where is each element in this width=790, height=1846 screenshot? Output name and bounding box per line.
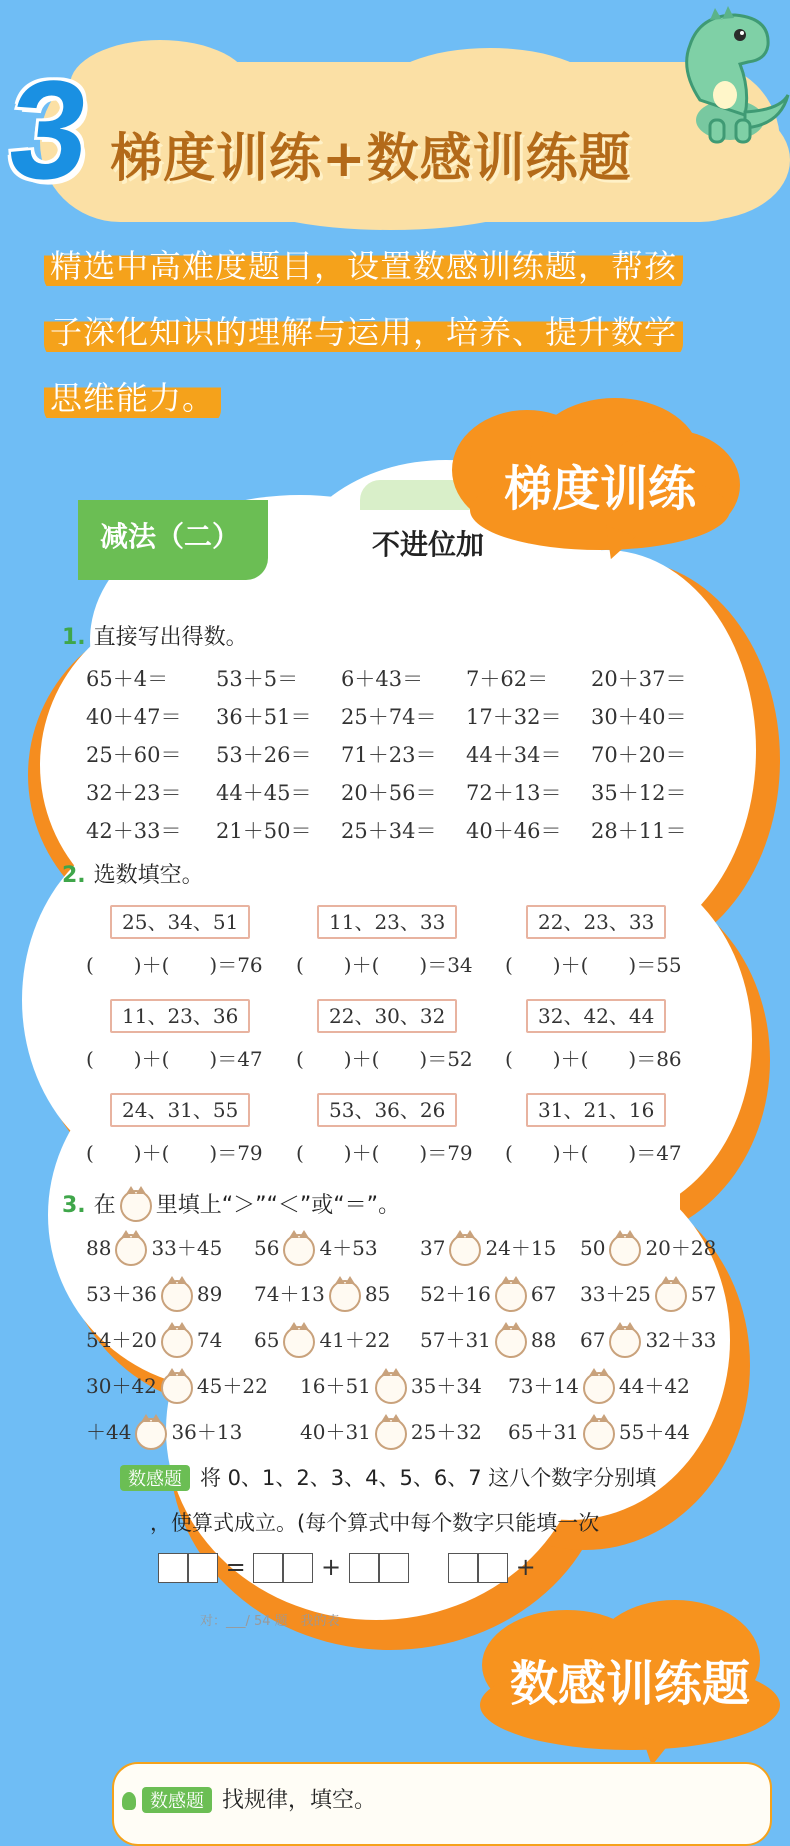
q2-label: 选数填空。 [93,863,204,888]
q3-right: 41＋22 [319,1328,391,1352]
q3-comparison [420,1232,556,1266]
sense-line-1 [120,1462,656,1492]
q1-expression: 20＋37＝ [591,667,687,691]
sheet-title: 不进位加 [372,528,485,561]
intro-line: 思维能力。 [44,372,221,424]
q3-comparison [580,1278,716,1312]
q2-heading [62,858,204,889]
cat-face-icon[interactable] [495,1326,527,1358]
lightbulb-icon [122,1792,136,1810]
sense-badge: 数感题 [120,1465,190,1491]
q2-choices: 22、23、33 [526,905,666,939]
cat-face-icon[interactable] [375,1372,407,1404]
q3-right: 4＋53 [319,1236,378,1260]
q3-comparison [420,1324,556,1358]
q3-left: 73＋14 [508,1374,579,1398]
q3-right: 32＋33 [645,1328,717,1352]
intro-line: 精选中高难度题目，设置数感训练题，帮孩 [44,240,683,292]
page-title: 梯度训练+数感训练题 [110,129,632,189]
gradient-training-label: 梯度训练 [503,461,696,517]
q3-right: 85 [364,1282,391,1306]
q3-left: 65 [254,1328,280,1352]
q3-right: 24＋15 [485,1236,557,1260]
q3-right: 67 [530,1282,557,1306]
q1-expression: 17＋32＝ [466,705,562,729]
cat-face-icon[interactable] [135,1418,167,1450]
q2-choices: 11、23、33 [317,905,457,939]
q1-expression: 25＋60＝ [86,743,182,767]
section-number: 3 [1,51,97,208]
q3-comparison [580,1232,716,1266]
q1-expression: 53＋5＝ [216,667,299,691]
q3-left: 74＋13 [254,1282,325,1306]
q1-expression: 71＋23＝ [341,743,437,767]
sense-line-2: ，使算式成立。(每个算式中每个数字只能填一次 [150,1511,600,1535]
q2-equation[interactable]: ( )＋( )＝55 [505,953,682,977]
q1-row [86,701,706,733]
q3-comparison [508,1370,690,1404]
q2-equation[interactable]: ( )＋( )＝47 [86,1047,263,1071]
q3-label-pre: 在 [93,1193,116,1218]
answer-box[interactable] [349,1553,379,1583]
q3-right: 25＋32 [410,1420,482,1444]
q3-right: 89 [196,1282,223,1306]
cat-face-icon[interactable] [161,1326,193,1358]
q3-comparison [86,1324,222,1358]
cat-face-icon[interactable] [115,1234,147,1266]
q3-comparison [254,1232,378,1266]
q3-left: 16＋51 [300,1374,371,1398]
q2-equation[interactable]: ( )＋( )＝34 [296,953,473,977]
answer-box[interactable] [158,1553,188,1583]
q1-expression: 72＋13＝ [466,781,562,805]
cat-face-icon[interactable] [329,1280,361,1312]
q1-row [86,815,706,847]
q3-heading [62,1188,400,1222]
answer-box[interactable] [448,1553,478,1583]
q2-choices: 11、23、36 [110,999,250,1033]
q3-comparison [508,1416,690,1450]
q3-comparison [86,1232,222,1266]
q3-left: 30＋42 [86,1374,157,1398]
q2-choices: 32、42、44 [526,999,666,1033]
q3-left: 52＋16 [420,1282,491,1306]
q3-right: 55＋44 [618,1420,690,1444]
sheet-tab-label: 减法（二） [100,520,241,553]
cat-face-icon[interactable] [495,1280,527,1312]
q3-comparison [300,1416,482,1450]
cat-face-icon[interactable] [449,1234,481,1266]
q3-left: 88 [86,1236,112,1260]
cat-face-icon[interactable] [655,1280,687,1312]
bottom-badge: 数感题 [142,1787,212,1813]
q3-left: 37 [420,1236,446,1260]
intro-line: 子深化知识的理解与运用，培养、提升数学 [44,306,683,358]
q1-expression: 7＋62＝ [466,667,549,691]
cat-face-icon[interactable] [283,1234,315,1266]
q1-expression: 36＋51＝ [216,705,312,729]
q1-expression: 40＋47＝ [86,705,182,729]
q3-left: 40＋31 [300,1420,371,1444]
q2-equation[interactable]: ( )＋( )＝52 [296,1047,473,1071]
q3-right: 45＋22 [196,1374,268,1398]
q3-left: 33＋25 [580,1282,651,1306]
cat-face-icon[interactable] [375,1418,407,1450]
q1-expression: 44＋34＝ [466,743,562,767]
q2-equation[interactable]: ( )＋( )＝47 [505,1141,682,1165]
q1-expression: 40＋46＝ [466,819,562,843]
q1-expression: 21＋50＝ [216,819,312,843]
q3-left: 54＋20 [86,1328,157,1352]
q3-comparison [300,1370,482,1404]
cat-face-icon[interactable] [609,1326,641,1358]
q3-right: 57 [690,1282,717,1306]
q1-expression: 30＋40＝ [591,705,687,729]
q3-right: 74 [196,1328,223,1352]
q1-expression: 44＋45＝ [216,781,312,805]
q3-comparison [254,1324,390,1358]
q1-expression: 53＋26＝ [216,743,312,767]
cat-face-icon[interactable] [583,1418,615,1450]
q3-left: 50 [580,1236,606,1260]
q2-equation[interactable]: ( )＋( )＝86 [505,1047,682,1071]
q3-left: 53＋36 [86,1282,157,1306]
q1-label: 直接写出得数。 [93,625,248,650]
q2-choices: 31、21、16 [526,1093,666,1127]
q2-choices: 24、31、55 [110,1093,250,1127]
q3-comparison [254,1278,390,1312]
cat-face-icon[interactable] [161,1372,193,1404]
q1-number: 1. [62,625,86,650]
cat-face-icon [120,1190,152,1222]
q3-comparison [86,1278,222,1312]
q2-choices: 22、30、32 [317,999,457,1033]
q1-expression: 6＋43＝ [341,667,424,691]
answer-box[interactable] [283,1553,313,1583]
sheet-footer: 对：___/ 54 题 我的表 [200,1614,340,1629]
q1-heading [62,620,248,651]
q2-equation[interactable]: ( )＋( )＝79 [296,1141,473,1165]
cat-face-icon[interactable] [283,1326,315,1358]
q3-comparison [420,1278,556,1312]
q3-right: 33＋45 [151,1236,223,1260]
q1-row [86,663,706,695]
q3-comparison [580,1324,716,1358]
cat-face-icon[interactable] [161,1280,193,1312]
q3-left: 67 [580,1328,606,1352]
q3-left: 57＋31 [420,1328,491,1352]
bottom-row [122,1783,376,1814]
cat-face-icon[interactable] [609,1234,641,1266]
q1-expression: 32＋23＝ [86,781,182,805]
answer-box[interactable] [478,1553,508,1583]
answer-box[interactable] [379,1553,409,1583]
q2-equation[interactable]: ( )＋( )＝76 [86,953,263,977]
q1-expression: 28＋11＝ [591,819,687,843]
q3-right: 35＋34 [410,1374,482,1398]
answer-box[interactable] [188,1553,218,1583]
q2-choices: 53、36、26 [317,1093,457,1127]
q1-expression: 35＋12＝ [591,781,687,805]
cat-face-icon[interactable] [583,1372,615,1404]
q1-row [86,777,706,809]
q1-expression: 65＋4＝ [86,667,169,691]
q1-expression: 25＋74＝ [341,705,437,729]
q3-right: 88 [530,1328,557,1352]
bottom-text: 找规律，填空。 [222,1788,377,1813]
q1-expression: 42＋33＝ [86,819,182,843]
q3-comparison [86,1416,242,1450]
q3-number: 3. [62,1193,86,1218]
q3-left: 65＋31 [508,1420,579,1444]
q3-label-post: 里填上“＞”“＜”或“＝”。 [155,1193,401,1218]
sense-text-1: 将 0、1、2、3、4、5、6、7 这八个数字分别填 [200,1466,657,1490]
dinosaur-mascot-icon [640,0,790,145]
q3-right: 36＋13 [171,1420,243,1444]
q2-choices: 25、34、51 [110,905,250,939]
q1-expression: 20＋56＝ [341,781,437,805]
q3-comparison [86,1370,268,1404]
q3-left: ＋44 [86,1420,132,1444]
q1-expression: 25＋34＝ [341,819,437,843]
q3-left: 56 [254,1236,280,1260]
q1-row [86,739,706,771]
q3-right: 44＋42 [618,1374,690,1398]
answer-box[interactable] [253,1553,283,1583]
number-sense-label: 数感训练题 [509,1656,750,1712]
q2-number: 2. [62,863,86,888]
sense-boxes: = + + [158,1547,536,1583]
q2-equation[interactable]: ( )＋( )＝79 [86,1141,263,1165]
q1-expression: 70＋20＝ [591,743,687,767]
q3-right: 20＋28 [645,1236,717,1260]
